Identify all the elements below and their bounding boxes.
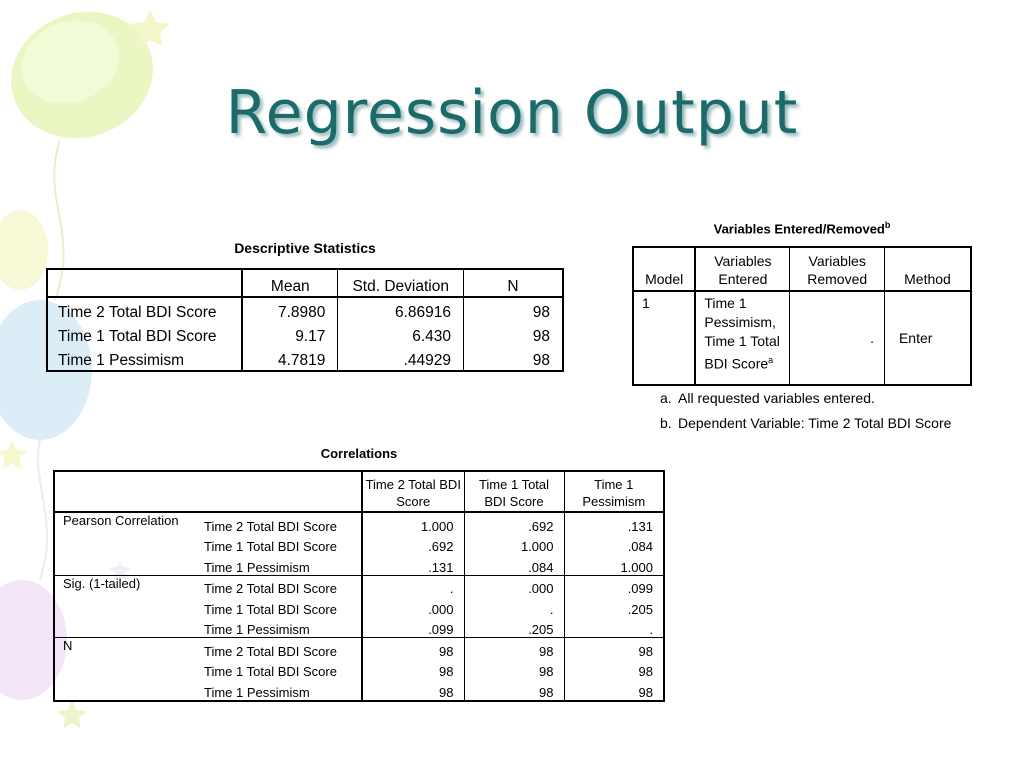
cell-value: 98	[362, 679, 464, 701]
cell-value: 98	[464, 659, 564, 680]
header-cell	[47, 269, 242, 297]
cell-value: 98	[532, 352, 550, 369]
cell-value: 1.000	[464, 534, 564, 555]
table-header-row	[633, 247, 971, 291]
star-icon	[57, 700, 87, 729]
footnote	[660, 415, 951, 431]
cell-value: 1.000	[620, 559, 653, 575]
footnote-text: All requested variables entered.	[678, 390, 875, 406]
variables-caption-text: Variables Entered/Removed	[713, 221, 885, 237]
cell-value: 98	[532, 304, 550, 321]
group-label: Pearson Correlation	[63, 513, 179, 528]
cell-value: .692	[362, 534, 464, 555]
row-label: Time 1 Total BDI Score	[200, 534, 362, 555]
correlations-table	[53, 470, 665, 702]
header-cell: Time 1 Total BDI Score	[464, 471, 564, 512]
cell-value: 98	[362, 659, 464, 680]
footnote	[660, 390, 875, 406]
table-row	[54, 512, 664, 534]
cell-value: 1.000	[362, 512, 464, 534]
cell-value: .44929	[338, 346, 464, 371]
variables-entered-text: Time 1 Pessimism, Time 1 Total BDI Score	[704, 295, 780, 372]
cell-value: 4.7819	[242, 346, 338, 371]
cell-value: 98	[532, 328, 550, 345]
table-row	[47, 322, 563, 346]
table-header-row	[54, 471, 664, 512]
row-label: Time 2 Total BDI Score	[200, 575, 362, 596]
cell-value: .692	[464, 512, 564, 534]
row-label: Time 2 Total BDI Score	[200, 638, 362, 659]
row-label: Time 1 Pessimism	[200, 617, 362, 638]
cell-value: .000	[362, 596, 464, 617]
cell-value: 98	[464, 679, 564, 701]
row-label: Time 1 Total BDI Score	[200, 659, 362, 680]
header-cell: Time 1 Pessimism	[564, 471, 664, 512]
header-blank	[54, 471, 362, 512]
footnote-marker: a	[768, 355, 774, 365]
header-cell: Variables Removed	[790, 247, 885, 291]
cell-value: .205	[627, 601, 653, 617]
cell-value: .	[649, 622, 653, 637]
cell-value: .131	[362, 554, 464, 575]
row-label: Time 1 Pessimism	[200, 679, 362, 701]
table-row	[47, 346, 563, 371]
cell-value: 6.430	[338, 322, 464, 346]
group-label: Sig. (1-tailed)	[54, 575, 200, 638]
table-header-row	[47, 269, 563, 297]
header-cell: Variables Entered	[695, 247, 790, 291]
balloon-string	[38, 440, 47, 580]
cell-value: 98	[638, 664, 653, 679]
header-cell: Time 2 Total BDI Score	[362, 471, 464, 512]
cell-value: .	[362, 575, 464, 596]
method-cell: Enter	[898, 329, 933, 346]
star-icon	[0, 440, 27, 469]
row-label: Time 1 Total BDI Score	[47, 322, 242, 346]
balloon-yellow	[0, 210, 48, 290]
cell-value: 98	[638, 684, 653, 700]
header-cell: Std. Deviation	[338, 269, 464, 297]
slide-title: Regression Output	[225, 78, 799, 148]
header-cell: Model	[633, 247, 695, 291]
header-cell: N	[464, 269, 564, 297]
footnote-key: a.	[660, 390, 672, 406]
cell-value: .	[464, 596, 564, 617]
header-cell: Method	[884, 247, 971, 291]
table-row	[47, 297, 563, 322]
cell-value: 9.17	[242, 322, 338, 346]
table-row	[54, 638, 664, 659]
cell-value: 7.8980	[242, 297, 338, 322]
descriptive-statistics-table	[46, 268, 564, 372]
header-cell: Mean	[242, 269, 338, 297]
variables-entered-table	[632, 246, 972, 386]
variables-removed-cell: .	[790, 291, 885, 385]
cell-value: 6.86916	[338, 297, 464, 322]
cell-value: 98	[564, 638, 664, 659]
cell-value: .131	[627, 518, 653, 534]
variables-entered-cell	[695, 291, 790, 385]
model-number: 1	[633, 291, 695, 385]
cell-value: .099	[564, 575, 664, 596]
row-label: Time 1 Pessimism	[200, 554, 362, 575]
row-label: Time 1 Pessimism	[47, 346, 242, 371]
cell-value: .000	[464, 575, 564, 596]
row-label: Time 1 Total BDI Score	[200, 596, 362, 617]
cell-value: 98	[464, 638, 564, 659]
cell-value: 98	[362, 638, 464, 659]
table-row	[54, 575, 664, 596]
cell-value: .084	[627, 539, 653, 554]
row-label: Time 2 Total BDI Score	[47, 297, 242, 322]
table-row	[633, 291, 971, 385]
footnote-marker: b	[884, 220, 891, 230]
correlations-caption: Correlations	[320, 446, 398, 461]
variables-caption	[632, 220, 972, 236]
cell-value: .099	[362, 617, 464, 638]
descriptive-caption: Descriptive Statistics	[234, 240, 376, 256]
cell-value: .205	[464, 617, 564, 638]
row-label: Time 2 Total BDI Score	[200, 512, 362, 534]
footnote-key: b.	[660, 415, 672, 431]
cell-value: .084	[464, 554, 564, 575]
group-label: N	[54, 638, 200, 701]
footnote-text: Dependent Variable: Time 2 Total BDI Score	[678, 415, 952, 431]
